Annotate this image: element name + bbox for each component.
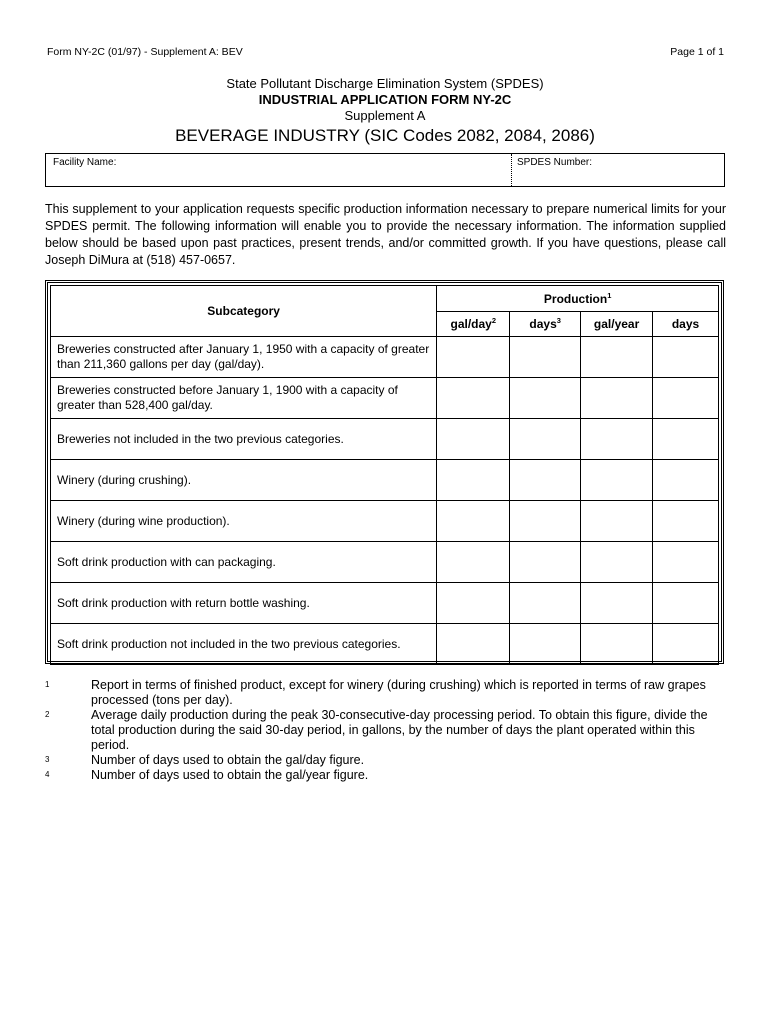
production-input-cell[interactable]	[581, 501, 653, 542]
production-input-cell[interactable]	[510, 624, 581, 665]
production-input-cell[interactable]	[437, 542, 510, 583]
table-row	[51, 583, 719, 624]
title-line-3: Supplement A	[344, 108, 426, 123]
production-input-cell[interactable]	[510, 419, 581, 460]
production-input-cell[interactable]	[437, 419, 510, 460]
production-input-cell[interactable]	[510, 337, 581, 378]
production-input-cell[interactable]	[653, 583, 719, 624]
subcategory-header: Subcategory	[51, 286, 437, 337]
production-input-cell[interactable]	[653, 460, 719, 501]
table-row	[51, 624, 719, 665]
production-input-cell[interactable]	[510, 542, 581, 583]
production-input-cell[interactable]	[581, 337, 653, 378]
subcategory-label: Breweries not included in the two previous categories.	[51, 419, 437, 460]
production-input-cell[interactable]	[437, 501, 510, 542]
col-header-gal-year: gal/year	[581, 312, 653, 337]
production-input-cell[interactable]	[510, 378, 581, 419]
title-line-2: INDUSTRIAL APPLICATION FORM NY-2C	[258, 92, 512, 107]
table-row	[51, 337, 719, 378]
facility-divider	[511, 154, 512, 186]
page-number: Page 1 of 1	[670, 46, 724, 58]
production-input-cell[interactable]	[437, 460, 510, 501]
col-header-days-1: days$^3$	[510, 312, 581, 337]
footnote-2: 2 Average daily production during the peak 30-consecutive-day processing period. To obtain this figure, divide the total production during the said 30-day period, in gallons, by the number of days the plant operated within this period.	[45, 708, 708, 752]
footnote-1: 1 Report in terms of finished product, except for winery (during crushing) which is reported in terms of raw grapes processed (tons per day).	[45, 678, 706, 707]
production-input-cell[interactable]	[437, 378, 510, 419]
production-input-cell[interactable]	[437, 337, 510, 378]
production-input-cell[interactable]	[653, 378, 719, 419]
intro-paragraph: This supplement to your application requests specific production information necessary to prepare numerical limits for your SPDES permit. The following information will enable you to provide the necessary information. The information supplied below should be based upon past practices, present trends, and/or committed growth. If you have questions, please call Joseph DiMura at (518) 457-0657.	[45, 202, 726, 267]
footnote-3: 3 Number of days used to obtain the gal/day figure.	[45, 753, 365, 767]
production-input-cell[interactable]	[581, 624, 653, 665]
table-row	[51, 460, 719, 501]
production-table-frame	[45, 280, 724, 664]
spdes-number-label: SPDES Number:	[517, 157, 593, 168]
footnotes	[45, 678, 726, 783]
production-input-cell[interactable]	[581, 460, 653, 501]
production-input-cell[interactable]	[581, 378, 653, 419]
production-input-cell[interactable]	[653, 624, 719, 665]
subcategory-label: Winery (during wine production).	[51, 501, 437, 542]
production-input-cell[interactable]	[653, 419, 719, 460]
subcategory-label: Breweries constructed before January 1, 1900 with a capacity of greater than 528,400 gal/day.	[51, 378, 437, 419]
subcategory-label: Breweries constructed after January 1, 1950 with a capacity of greater than 211,360 gallons per day (gal/day).	[51, 337, 437, 378]
col-header-gal-day: gal/day$^2$	[437, 312, 510, 337]
production-input-cell[interactable]	[437, 624, 510, 665]
production-input-cell[interactable]	[581, 583, 653, 624]
production-input-cell[interactable]	[581, 419, 653, 460]
table-row	[51, 419, 719, 460]
footnote-4: 4 Number of days used to obtain the gal/year figure.	[45, 768, 369, 782]
production-input-cell[interactable]	[510, 460, 581, 501]
subcategory-label: Soft drink production with return bottle washing.	[51, 583, 437, 624]
production-input-cell[interactable]	[437, 583, 510, 624]
production-input-cell[interactable]	[510, 501, 581, 542]
production-input-cell[interactable]	[653, 542, 719, 583]
production-input-cell[interactable]	[510, 583, 581, 624]
facility-info-box	[45, 153, 725, 187]
production-table	[50, 285, 719, 665]
table-row	[51, 542, 719, 583]
production-input-cell[interactable]	[653, 337, 719, 378]
subcategory-label: Soft drink production with can packaging.	[51, 542, 437, 583]
production-header: Production$^1$	[437, 286, 719, 312]
facility-name-label: Facility Name:	[53, 157, 117, 168]
table-row	[51, 501, 719, 542]
col-header-days-2: days	[653, 312, 719, 337]
table-row	[51, 378, 719, 419]
title-line-1: State Pollutant Discharge Elimination System (SPDES)	[226, 76, 544, 91]
production-input-cell[interactable]	[581, 542, 653, 583]
form-id: Form NY-2C (01/97) - Supplement A: BEV	[47, 46, 243, 58]
subcategory-label: Winery (during crushing).	[51, 460, 437, 501]
production-input-cell[interactable]	[653, 501, 719, 542]
title-block	[0, 76, 770, 147]
subcategory-label: Soft drink production not included in the two previous categories.	[51, 624, 437, 665]
page-title: BEVERAGE INDUSTRY (SIC Codes 2082, 2084, 2086)	[175, 126, 595, 145]
